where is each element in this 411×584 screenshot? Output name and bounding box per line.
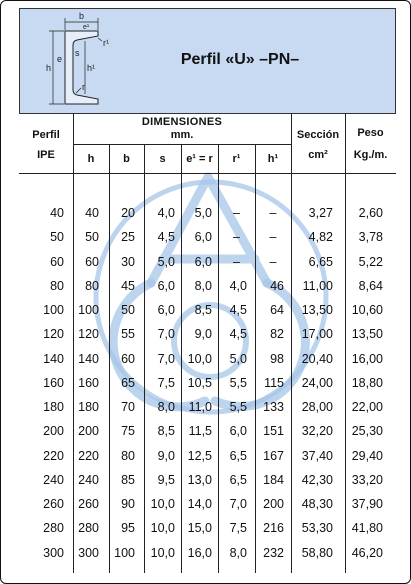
- cell-peso: 16,00: [351, 351, 383, 366]
- cell-e1-r: 8,5: [194, 303, 212, 317]
- cell-h1: 98: [270, 351, 284, 366]
- cell-h: 200: [78, 424, 99, 439]
- cell-r1: 7,0: [229, 497, 247, 511]
- cell-s: 10,0: [150, 545, 175, 560]
- subheader-r1: r¹: [232, 153, 241, 165]
- header-perfil-sub: IPE: [37, 149, 55, 161]
- subheader-b: b: [123, 153, 130, 165]
- cell-peso: 41,80: [351, 521, 383, 536]
- cell-seccion: 20,40: [301, 351, 333, 366]
- cell-b: 25: [121, 230, 135, 245]
- cell-e1-r: 16,0: [187, 545, 212, 560]
- table-row: [1, 301, 411, 319]
- cell-h1: 232: [263, 545, 284, 560]
- cell-s: 4,5: [157, 230, 175, 245]
- cell-h1: –: [269, 206, 277, 220]
- table-row: [1, 325, 411, 343]
- cell-b: 45: [121, 278, 135, 293]
- diagram-label-r1: r¹: [103, 38, 109, 48]
- header-seccion-unit: cm²: [308, 149, 328, 161]
- cell-h1: 167: [263, 448, 284, 463]
- cell-b: 90: [121, 497, 135, 511]
- cell-s: 9,0: [157, 448, 175, 463]
- cell-r1: –: [233, 230, 240, 245]
- cell-r1: 6,5: [229, 448, 247, 463]
- subheader-h1: h¹: [267, 153, 279, 165]
- cell-perfil: 160: [43, 375, 64, 390]
- cell-peso: 13,50: [351, 327, 383, 342]
- cell-h1: 133: [263, 400, 284, 414]
- cell-b: 50: [121, 303, 135, 317]
- cell-e1-r: 10,5: [187, 375, 212, 390]
- cell-perfil: 260: [43, 497, 64, 511]
- cell-r1: 5,0: [229, 351, 247, 366]
- cell-h: 60: [85, 254, 99, 269]
- cell-s: 7,5: [157, 375, 175, 390]
- cell-peso: 3,78: [358, 230, 383, 245]
- cell-h1: 64: [270, 303, 284, 317]
- diagram-label-b: b: [79, 11, 85, 21]
- cell-s: 10,0: [150, 497, 175, 511]
- cell-peso: 25,30: [351, 424, 383, 439]
- cell-e1-r: 6,0: [194, 230, 212, 245]
- cell-h: 240: [78, 472, 99, 487]
- cell-seccion: 17,00: [301, 327, 333, 342]
- cell-perfil: 50: [50, 230, 64, 245]
- header-seccion: Sección: [296, 129, 340, 141]
- cell-perfil: 40: [50, 206, 64, 220]
- subheader-e1-r: e¹ = r: [186, 153, 213, 165]
- cell-e1-r: 11,5: [188, 424, 212, 439]
- cell-seccion: 32,20: [301, 424, 333, 439]
- cell-peso: 33,20: [351, 472, 383, 487]
- cell-h: 120: [78, 327, 99, 342]
- cell-e1-r: 9,0: [194, 327, 212, 342]
- table-row: [1, 350, 411, 368]
- diagram-label-e1: e¹: [83, 24, 90, 31]
- diagram-label-h: h: [46, 63, 52, 73]
- grid-line-horizontal: [73, 144, 291, 145]
- table-row: [1, 253, 411, 271]
- cell-peso: 8,64: [358, 278, 383, 293]
- cell-r1: 6,5: [229, 472, 247, 487]
- cell-perfil: 300: [43, 545, 64, 560]
- cell-s: 9,5: [157, 472, 175, 487]
- cell-peso: 29,40: [351, 448, 383, 463]
- cell-perfil: 180: [43, 400, 64, 414]
- cell-s: 7,0: [157, 327, 175, 342]
- cell-seccion: 4,82: [308, 230, 333, 245]
- table-row: [1, 204, 411, 222]
- cell-perfil: 140: [43, 351, 64, 366]
- header-dimensiones: DIMENSIONES: [141, 116, 223, 128]
- table-row: [1, 519, 411, 537]
- cell-r1: 5,5: [229, 375, 247, 390]
- diagram-label-s: s: [75, 48, 80, 58]
- cell-h1: 115: [264, 375, 284, 390]
- cell-h: 180: [78, 400, 99, 414]
- cell-h: 50: [85, 230, 99, 245]
- cell-h1: –: [269, 230, 277, 245]
- cell-b: 60: [121, 351, 135, 366]
- cell-h1: 46: [270, 278, 284, 293]
- cell-b: 85: [121, 472, 135, 487]
- cell-r1: 5,5: [229, 400, 247, 414]
- header-perfil: Perfil: [32, 129, 60, 141]
- cell-b: 80: [121, 448, 135, 463]
- cell-h1: 216: [263, 521, 284, 536]
- subheader-h: h: [87, 153, 95, 165]
- cell-e1-r: 6,0: [194, 254, 212, 269]
- cell-seccion: 11,00: [302, 278, 333, 293]
- cell-s: 8,0: [157, 400, 175, 414]
- cell-seccion: 42,30: [301, 472, 333, 487]
- cell-h: 280: [78, 521, 99, 536]
- cell-r1: 4,5: [229, 303, 247, 317]
- cell-h: 40: [85, 206, 99, 220]
- cell-h: 100: [78, 303, 99, 317]
- subheader-s: s: [159, 153, 166, 165]
- cell-perfil: 60: [50, 254, 64, 269]
- table-row: [1, 398, 411, 416]
- table-row: [1, 544, 411, 562]
- table-row: [1, 495, 411, 513]
- diagram-label-r: r: [82, 82, 85, 92]
- cell-b: 20: [121, 206, 135, 220]
- cell-s: 7,0: [157, 351, 175, 366]
- header-dimensiones-unit: mm.: [170, 129, 194, 141]
- cell-b: 65: [121, 375, 135, 390]
- cell-s: 4,0: [157, 206, 175, 220]
- cell-seccion: 28,00: [301, 400, 333, 414]
- cell-peso: 37,90: [351, 497, 383, 511]
- table-row: [1, 374, 411, 392]
- cell-seccion: 13,50: [301, 303, 333, 317]
- cell-b: 100: [114, 545, 135, 560]
- cell-perfil: 100: [43, 303, 64, 317]
- cell-s: 6,0: [157, 303, 175, 317]
- cell-h: 80: [85, 278, 99, 293]
- cell-e1-r: 8,0: [194, 278, 212, 293]
- cell-b: 75: [121, 424, 135, 439]
- cell-h1: 151: [263, 424, 284, 439]
- cell-peso: 22,00: [351, 400, 383, 414]
- cell-h: 220: [78, 448, 99, 463]
- cell-seccion: 3,27: [308, 206, 333, 220]
- diagram-label-h1: h¹: [87, 63, 96, 73]
- table-row: [1, 447, 411, 465]
- cell-h1: 200: [263, 497, 284, 511]
- cell-s: 10,0: [150, 521, 175, 536]
- cell-r1: 4,0: [229, 278, 247, 293]
- cell-seccion: 48,30: [301, 497, 333, 511]
- cell-e1-r: 14,0: [187, 497, 212, 511]
- header-peso-unit: Kg./m.: [353, 149, 388, 161]
- table-row: [1, 277, 411, 295]
- cell-perfil: 120: [43, 327, 64, 342]
- table-row: [1, 471, 411, 489]
- cell-s: 6,0: [157, 278, 175, 293]
- cell-seccion: 24,00: [301, 375, 333, 390]
- cell-s: 5,0: [157, 254, 175, 269]
- cell-b: 30: [121, 254, 135, 269]
- cell-h: 140: [78, 351, 99, 366]
- cell-perfil: 200: [43, 424, 64, 439]
- cell-h: 300: [78, 545, 99, 560]
- cell-seccion: 53,30: [301, 521, 333, 536]
- cell-r1: 8,0: [229, 545, 247, 560]
- grid-line-horizontal: [19, 173, 396, 174]
- cell-h1: –: [269, 254, 277, 269]
- diagram-label-e: e: [57, 54, 63, 64]
- header-box: [19, 8, 396, 114]
- cell-h1: 82: [270, 327, 284, 342]
- cell-peso: 18,80: [351, 375, 383, 390]
- table-row: [1, 422, 411, 440]
- cell-r1: –: [233, 206, 240, 220]
- cell-h1: 184: [263, 472, 284, 487]
- cell-peso: 2,60: [358, 206, 383, 220]
- cell-seccion: 6,65: [308, 254, 333, 269]
- cell-h: 260: [78, 497, 99, 511]
- cell-r1: 6,0: [229, 424, 247, 439]
- cell-h: 160: [78, 375, 99, 390]
- cell-r1: 4,5: [229, 327, 247, 342]
- page-title: Perfil «U» –PN–: [180, 51, 300, 68]
- cell-seccion: 37,40: [301, 448, 333, 463]
- cell-perfil: 280: [43, 521, 64, 536]
- cell-peso: 5,22: [358, 254, 383, 269]
- cell-e1-r: 10,0: [187, 351, 212, 366]
- cell-perfil: 80: [50, 278, 64, 293]
- cell-perfil: 240: [43, 472, 64, 487]
- cell-e1-r: 13,0: [187, 472, 212, 487]
- cell-peso: 46,20: [351, 545, 383, 560]
- cell-e1-r: 5,0: [194, 206, 212, 220]
- cell-e1-r: 12,5: [187, 448, 212, 463]
- cell-e1-r: 11,0: [188, 400, 212, 414]
- header-peso: Peso: [357, 127, 384, 139]
- cell-perfil: 220: [43, 448, 64, 463]
- cell-r1: –: [233, 254, 240, 269]
- cell-r1: 7,5: [229, 521, 247, 536]
- cell-s: 8,5: [157, 424, 175, 439]
- cell-b: 55: [121, 327, 135, 342]
- cell-e1-r: 15,0: [187, 521, 212, 536]
- cell-b: 95: [121, 521, 135, 536]
- cell-peso: 10,60: [351, 303, 383, 317]
- cell-b: 70: [121, 400, 135, 414]
- cell-seccion: 58,80: [301, 545, 333, 560]
- table-row: [1, 228, 411, 246]
